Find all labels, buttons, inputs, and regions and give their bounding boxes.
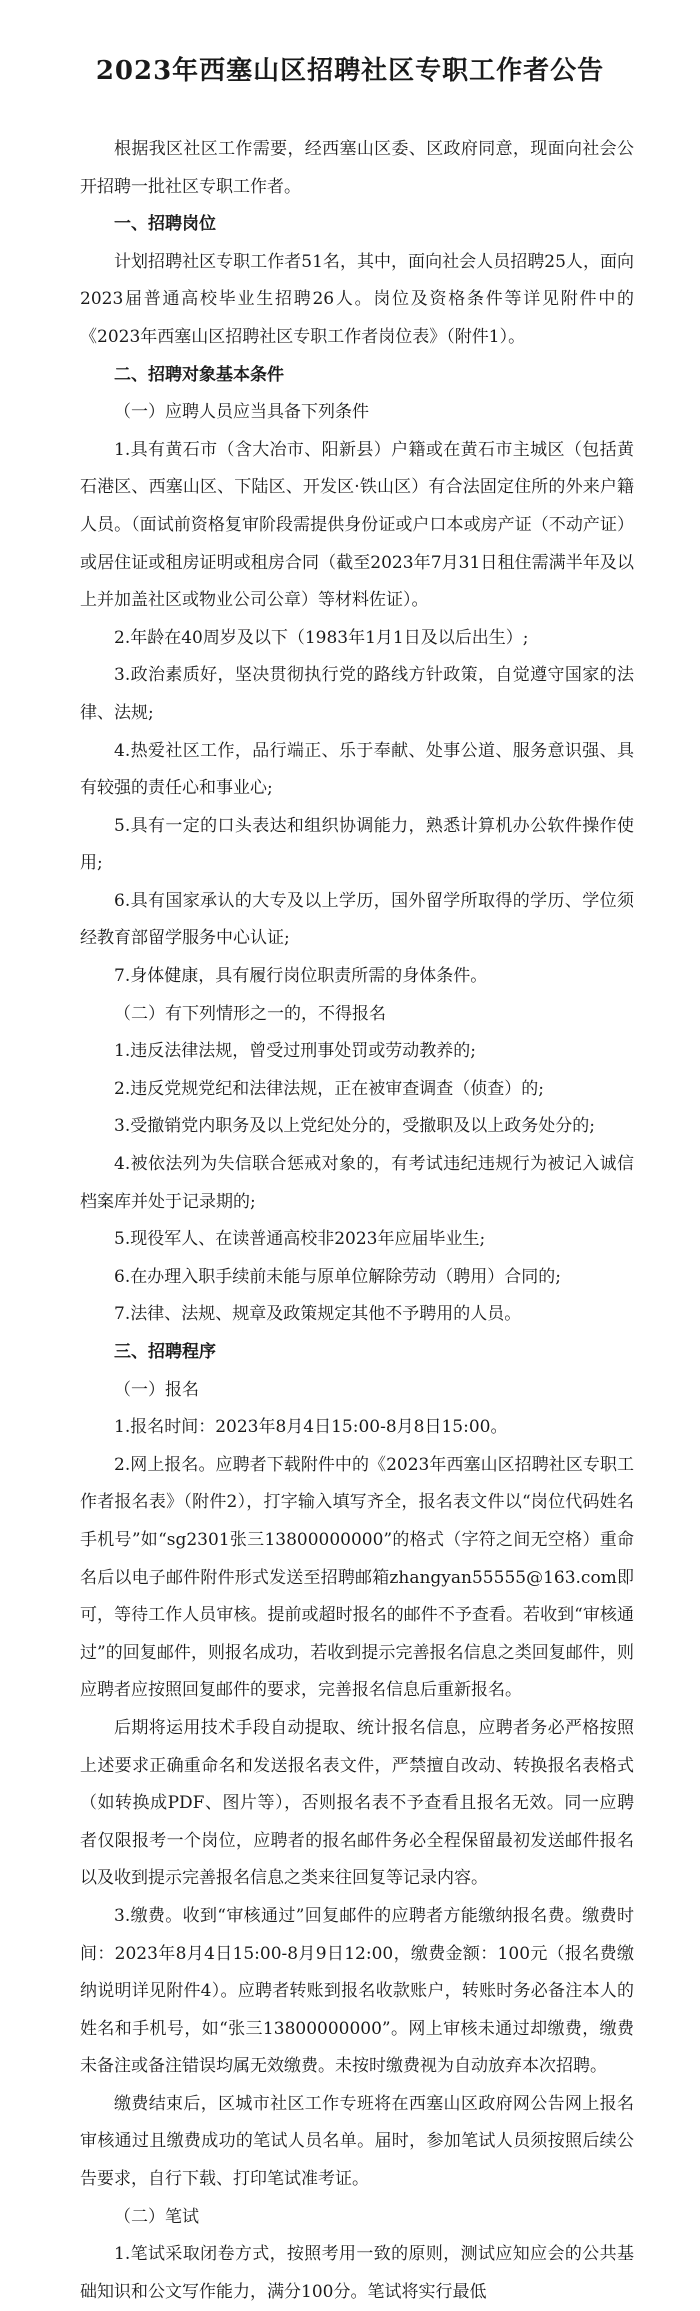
section-heading: 一、招聘岗位: [114, 214, 216, 235]
paragraph: 缴费结束后，区城市社区工作专班将在西塞山区政府网公告网上报名审核通过且缴费成功的笔试人员名单。届时，参加笔试人员须按照后续公告要求，自行下载、打印笔试准考证。: [80, 2093, 634, 2190]
section-heading: 二、招聘对象基本条件: [114, 364, 284, 385]
paragraph: 2.年龄在40周岁及以下（1983年1月1日及以后出生）;: [114, 627, 529, 648]
paragraph: 7.法律、法规、规章及政策规定其他不予聘用的人员。: [114, 1304, 522, 1325]
paragraph: 1.违反法律法规，曾受过刑事处罚或劳动教养的;: [114, 1041, 476, 1062]
paragraph: 5.现役军人、在读普通高校非2023年应届毕业生;: [114, 1229, 486, 1250]
paragraph: 2.违反党规党纪和法律法规，正在被审查调查（侦查）的;: [114, 1078, 544, 1099]
document-title: 2023年西塞山区招聘社区专职工作者公告: [95, 56, 605, 86]
paragraph: 5.具有一定的口头表达和组织协调能力，熟悉计算机办公软件操作使用;: [80, 815, 634, 874]
paragraph: 计划招聘社区专职工作者51名，其中，面向社会人员招聘25人，面向2023届普通高校毕业生招聘26人。岗位及资格条件等详见附件中的《2023年西塞山区招聘社区专职工作者岗位表》（附件1）。: [80, 251, 634, 347]
paragraph: 2.网上报名。应聘者下载附件中的《2023年西塞山区招聘社区专职工作者报名表》（附件2），打字输入填写齐全，报名表文件以“岗位代码姓名手机号”如“sg2301张三13800000000”的格式（字符之间无空格）重命名后以电子邮件附件形式发送至招聘邮箱zhangyan55555@163.com即可，等待工作人员审核。提前或超时报名的邮件不予查看。若收到“审核通过”的回复邮件，则报名成功，若收到提示完善报名信息之类回复邮件，则应聘者应按照回复邮件的要求，完善报名信息后重新报名。: [80, 1454, 634, 1701]
paragraph: 3.政治素质好，坚决贯彻执行党的路线方针政策，自觉遵守国家的法律、法规;: [80, 665, 634, 723]
paragraph: 后期将运用技术手段自动提取、统计报名信息，应聘者务必严格按照上述要求正确重命名和发送报名表文件，严禁擅自改动、转换报名表格式（如转换成PDF、图片等），否则报名表不予查看且报名无效。同一应聘者仅限报考一个岗位，应聘者的报名邮件务必全程保留最初发送邮件报名以及收到提示完善报名信息之类来往回复等记录内容。: [80, 1717, 634, 1889]
paragraph: （二）笔试: [114, 2206, 199, 2227]
document-body: [80, 131, 634, 2311]
paragraph: 1.报名时间：2023年8月4日15:00-8月8日15:00。: [114, 1417, 508, 1438]
paragraph: 6.具有国家承认的大专及以上学历，国外留学所取得的学历、学位须经教育部留学服务中心认证;: [80, 890, 634, 949]
paragraph: （一）应聘人员应当具备下列条件: [114, 402, 369, 423]
paragraph: 4.热爱社区工作，品行端正、乐于奉献、处事公道、服务意识强、具有较强的责任心和事业心;: [80, 740, 634, 799]
paragraph: （二）有下列情形之一的，不得报名: [114, 1003, 386, 1024]
section-heading: 三、招聘程序: [114, 1342, 216, 1362]
paragraph: 4.被依法列为失信联合惩戒对象的，有考试违纪违规行为被记入诚信档案库并处于记录期的;: [80, 1154, 634, 1212]
paragraph: （一）报名: [114, 1379, 199, 1400]
paragraph: 1.具有黄石市（含大冶市、阳新县）户籍或在黄石市主城区（包括黄石港区、西塞山区、下陆区、开发区·铁山区）有合法固定住所的外来户籍人员。（面试前资格复审阶段需提供身份证或户口本或房产证（不动产证）或居住证或租房证明或租房合同（截至2023年7月31日租住需满半年及以上并加盖社区或物业公司公章）等材料佐证）。: [80, 439, 634, 611]
paragraph: 3.缴费。收到“审核通过”回复邮件的应聘者方能缴纳报名费。缴费时间：2023年8月4日15:00-8月9日12:00，缴费金额：100元（报名费缴纳说明详见附件4）。应聘者转账到报名收款账户，转账时务必备注本人的姓名和手机号，如“张三13800000000”。网上审核未通过却缴费，缴费未备注或备注错误均属无效缴费。未按时缴费视为自动放弃本次招聘。: [80, 1905, 634, 2077]
paragraph: 根据我区社区工作需要，经西塞山区委、区政府同意，现面向社会公开招聘一批社区专职工作者。: [80, 139, 634, 197]
paragraph: 3.受撤销党内职务及以上党纪处分的，受撤职及以上政务处分的;: [114, 1116, 595, 1137]
paragraph: 6.在办理入职手续前未能与原单位解除劳动（聘用）合同的;: [114, 1266, 561, 1287]
paragraph: 7.身体健康，具有履行岗位职责所需的身体条件。: [114, 966, 488, 987]
paragraph: 1.笔试采取闭卷方式，按照考用一致的原则，测试应知应会的公共基础知识和公文写作能力，满分100分。笔试将实行最低: [80, 2244, 634, 2302]
